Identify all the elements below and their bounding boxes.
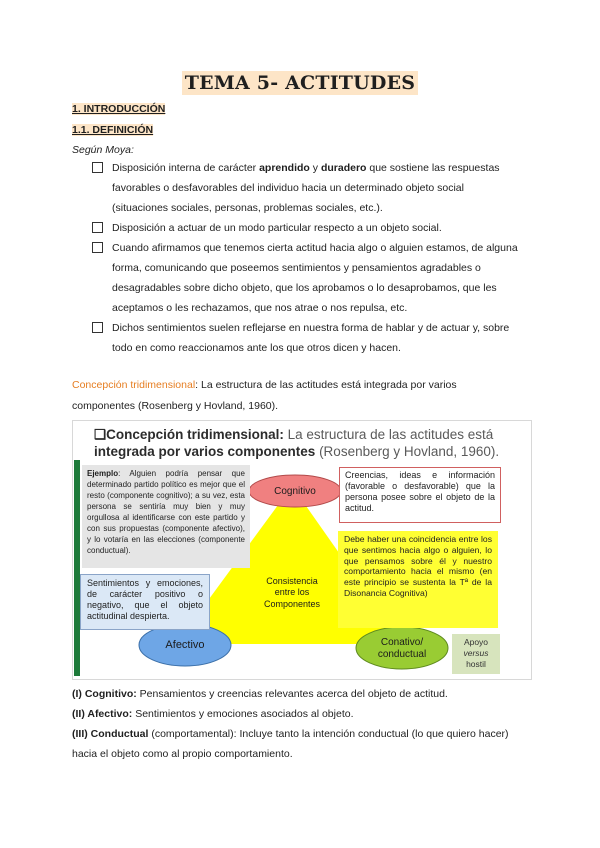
concepcion-paragraph: Concepción tridimensional: La estructura de las actitudes está integrada por varios componentes (Rosenberg y Hovland, 1960). xyxy=(72,379,457,412)
apoyo-box: Apoyo versus hostil xyxy=(452,634,500,674)
sentimientos-box: Sentimientos y emociones, de carácter positivo o negativo, que el objeto actitudinal despierta. xyxy=(80,574,210,630)
section-heading-definicion: 1.1. DEFINICIÓN xyxy=(72,124,154,136)
afectivo-label: Afectivo xyxy=(165,639,205,651)
text-run: que sostiene las respuestas xyxy=(366,162,500,174)
text-run: todo en como reaccionamos ante los que otros dicen y hacen. xyxy=(112,342,401,354)
source-label: Según Moya: xyxy=(72,144,134,156)
text-run: Disposición interna de carácter xyxy=(112,162,260,174)
page-title: TEMA 5- ACTITUDES xyxy=(0,72,600,94)
diagram-title: ❑Concepción tridimensional: La estructura de las actitudes está integrada por varios componentes (Rosenberg y Hovland, 1960). xyxy=(94,427,500,459)
cognitivo-label: Cognitivo xyxy=(274,485,316,497)
text-run: Dichos sentimientos suelen reflejarse en nuestra forma de hablar y de actuar y, sobre xyxy=(112,322,510,334)
component-cognitivo: (I) Cognitivo: Pensamientos y creencias relevantes acerca del objeto de actitud. xyxy=(72,688,448,700)
creencias-box: Creencias, ideas e información (favorable o desfavorable) que la persona posee sobre el objeto de la actitud. xyxy=(339,467,501,523)
component-conductual-tail: hacia el objeto como al propio comportamiento. xyxy=(72,748,293,760)
text-run: Cuando afirmamos que tenemos cierta actitud hacia algo o alguien estamos, de alguna xyxy=(112,242,518,254)
text-run: (situaciones sociales, personas, problemas sociales, etc.). xyxy=(112,202,383,214)
concepcion-label: Concepción tridimensional xyxy=(72,379,196,391)
text-run: desagradables sobre dicho objeto, que los aprobamos o lo desaprobamos, que les xyxy=(112,282,497,294)
text-run: y xyxy=(309,162,321,174)
component-afectivo: (II) Afectivo: Sentimientos y emociones asociados al objeto. xyxy=(72,708,354,720)
ejemplo-box: Ejemplo: Alguien podría pensar que determinado partido político es mejor que el resto (componente cognitivo); a su vez, esta persona se sentiría muy bien y muy orgullosa al identificarse con este partido y con sus propuestas (componente afectivo), y lo votaría en las elecciones (componente conductual). xyxy=(82,465,250,568)
component-conductual: (III) Conductual (comportamental): Incluye tanto la intención conductual (lo que quiero hacer) xyxy=(72,728,509,740)
bold-term: duradero xyxy=(320,162,367,174)
section-heading-introduccion: 1. INTRODUCCIÓN xyxy=(72,103,166,115)
text-run: aceptamos o les rechazamos, que nos atrae o nos repulsa, etc. xyxy=(112,302,408,314)
consistencia-label: Consistencia entre los Componentes xyxy=(263,575,321,609)
text-run: Disposición a actuar de un modo particular respecto a un objeto social. xyxy=(112,222,442,234)
conativo-label: Conativo/ conductual xyxy=(377,637,427,660)
coincidencia-box: Debe haber una coincidencia entre los que sentimos hacia algo o alguien, lo que pensamos sobre él y nuestro comportamiento hacia el mismo (en este principio se sustenta la Tª de la Disonancia Cognitiva) xyxy=(338,531,498,628)
text-run: forma, comunicando que poseemos sentimientos y pensamientos agradables o xyxy=(112,262,481,274)
text-run: favorables o desfavorables del individuo hacia un determinado objeto social xyxy=(112,182,464,194)
bold-term: aprendido xyxy=(259,162,310,174)
